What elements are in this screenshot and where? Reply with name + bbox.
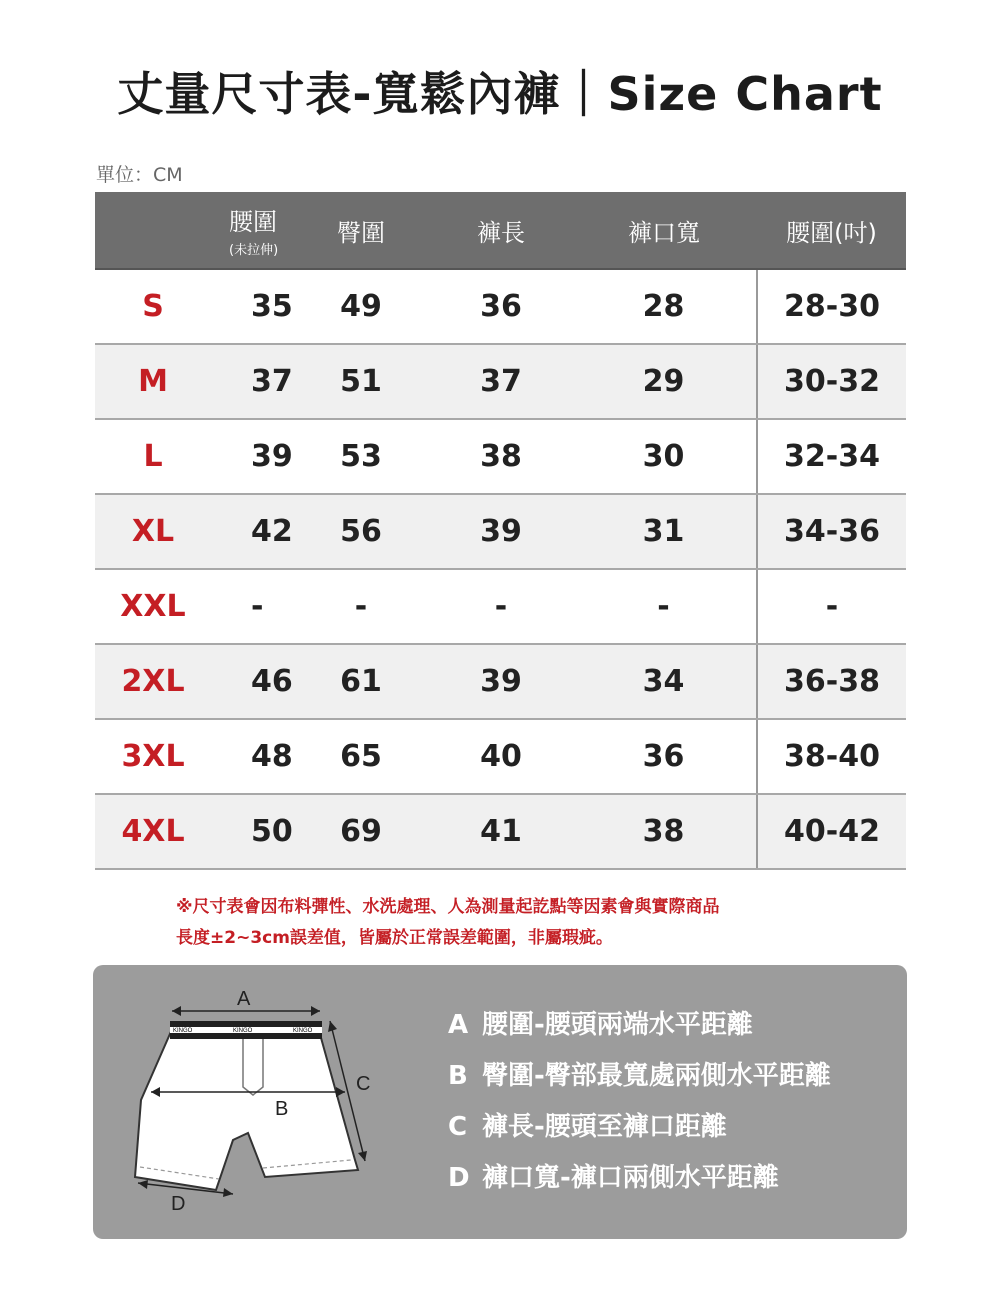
disclaimer-note [176,892,876,954]
legend-item [448,1051,888,1102]
waist-cell: 39 [211,419,291,494]
table-row [95,569,906,644]
hip-cell: 56 [291,494,431,569]
waist-cell: 37 [211,344,291,419]
header-waist-label: 腰圍 [229,208,277,236]
leg-opening-cell: 30 [571,419,757,494]
legend-item [448,1153,888,1204]
legend-item [448,1102,888,1153]
unit-label: 單位：CM [96,164,183,186]
length-cell: 38 [431,419,571,494]
legend-text: 臀圍-臀部最寬處兩側水平距離 [482,1061,831,1091]
leg-opening-cell: 29 [571,344,757,419]
waist-cell: 35 [211,269,291,344]
size-cell: 3XL [95,719,211,794]
length-cell: 39 [431,494,571,569]
waist-inch-cell: 32-34 [757,419,906,494]
disclaimer-line-1: ※尺寸表會因布料彈性、水洗處理、人為測量起訖點等因素會與實際商品 [176,897,720,917]
legend-text: 褲口寬-褲口兩側水平距離 [482,1163,779,1193]
legend-text: 褲長-腰頭至褲口距離 [482,1112,727,1142]
size-cell: 2XL [95,644,211,719]
table-row [95,344,906,419]
legend-key: D [448,1163,470,1193]
hip-cell: 61 [291,644,431,719]
length-cell: 39 [431,644,571,719]
table-row [95,719,906,794]
hip-cell: 49 [291,269,431,344]
disclaimer-line-2: 長度±2~3cm誤差值，皆屬於正常誤差範圍，非屬瑕疵。 [176,928,613,948]
legend-item [448,1000,888,1051]
measurement-legend [448,1000,888,1204]
size-cell: L [95,419,211,494]
leg-opening-cell: 28 [571,269,757,344]
length-cell: 36 [431,269,571,344]
length-cell: 41 [431,794,571,869]
table-row [95,794,906,869]
size-chart-table [95,192,906,870]
label-c: C [356,1073,371,1095]
shorts-outline [135,1027,358,1190]
header-waist-sub: (未拉伸) [229,243,279,258]
size-cell: S [95,269,211,344]
hip-cell: 65 [291,719,431,794]
hip-cell: - [291,569,431,644]
length-cell: 37 [431,344,571,419]
waistband-logo: KINGO [293,1028,313,1034]
page-title: 丈量尺寸表-寬鬆內褲｜Size Chart [117,67,883,121]
length-cell: - [431,569,571,644]
leg-opening-cell: 34 [571,644,757,719]
leg-opening-cell: 31 [571,494,757,569]
hip-cell: 69 [291,794,431,869]
waist-inch-cell: 38-40 [757,719,906,794]
waist-inch-cell: - [757,569,906,644]
size-cell: XL [95,494,211,569]
header-waist-inch: 腰圍(吋) [757,192,906,269]
header-hip: 臀圍 [291,192,431,269]
size-cell: 4XL [95,794,211,869]
boxer-shorts-diagram [93,965,433,1239]
waist-cell: - [211,569,291,644]
label-d: D [171,1193,186,1215]
arrow-a-head-left [172,1006,181,1016]
arrow-b-head-right [336,1087,345,1097]
waist-inch-cell: 28-30 [757,269,906,344]
table-header-row [95,192,906,269]
measurement-guide-panel [93,965,907,1239]
table-row [95,269,906,344]
waist-cell: 42 [211,494,291,569]
size-cell: M [95,344,211,419]
header-leg-opening: 褲口寬 [571,192,757,269]
header-size [95,192,211,269]
leg-opening-cell: 36 [571,719,757,794]
waist-inch-cell: 34-36 [757,494,906,569]
waistband-logo: KINGO [233,1028,253,1034]
waist-cell: 50 [211,794,291,869]
arrow-c-head-top [328,1021,337,1032]
arrow-c-head-bottom [358,1151,367,1161]
length-cell: 40 [431,719,571,794]
legend-text: 腰圍-腰頭兩端水平距離 [482,1010,753,1040]
legend-key: A [448,1010,469,1040]
hip-cell: 51 [291,344,431,419]
table-row [95,644,906,719]
label-b: B [275,1098,289,1120]
waist-cell: 46 [211,644,291,719]
waist-inch-cell: 30-32 [757,344,906,419]
header-length: 褲長 [431,192,571,269]
waistband-logo: KINGO [173,1028,193,1034]
size-cell: XXL [95,569,211,644]
waist-inch-cell: 40-42 [757,794,906,869]
table-row [95,419,906,494]
waist-inch-cell: 36-38 [757,644,906,719]
label-a: A [237,988,251,1010]
legend-key: C [448,1112,468,1142]
leg-opening-cell: - [571,569,757,644]
legend-key: B [448,1061,468,1091]
waist-cell: 48 [211,719,291,794]
table-row [95,494,906,569]
hip-cell: 53 [291,419,431,494]
arrow-d-head-right [223,1188,233,1197]
arrow-d-head-left [138,1180,148,1189]
header-waist [211,192,291,269]
leg-opening-cell: 38 [571,794,757,869]
arrow-a-head-right [311,1006,320,1016]
